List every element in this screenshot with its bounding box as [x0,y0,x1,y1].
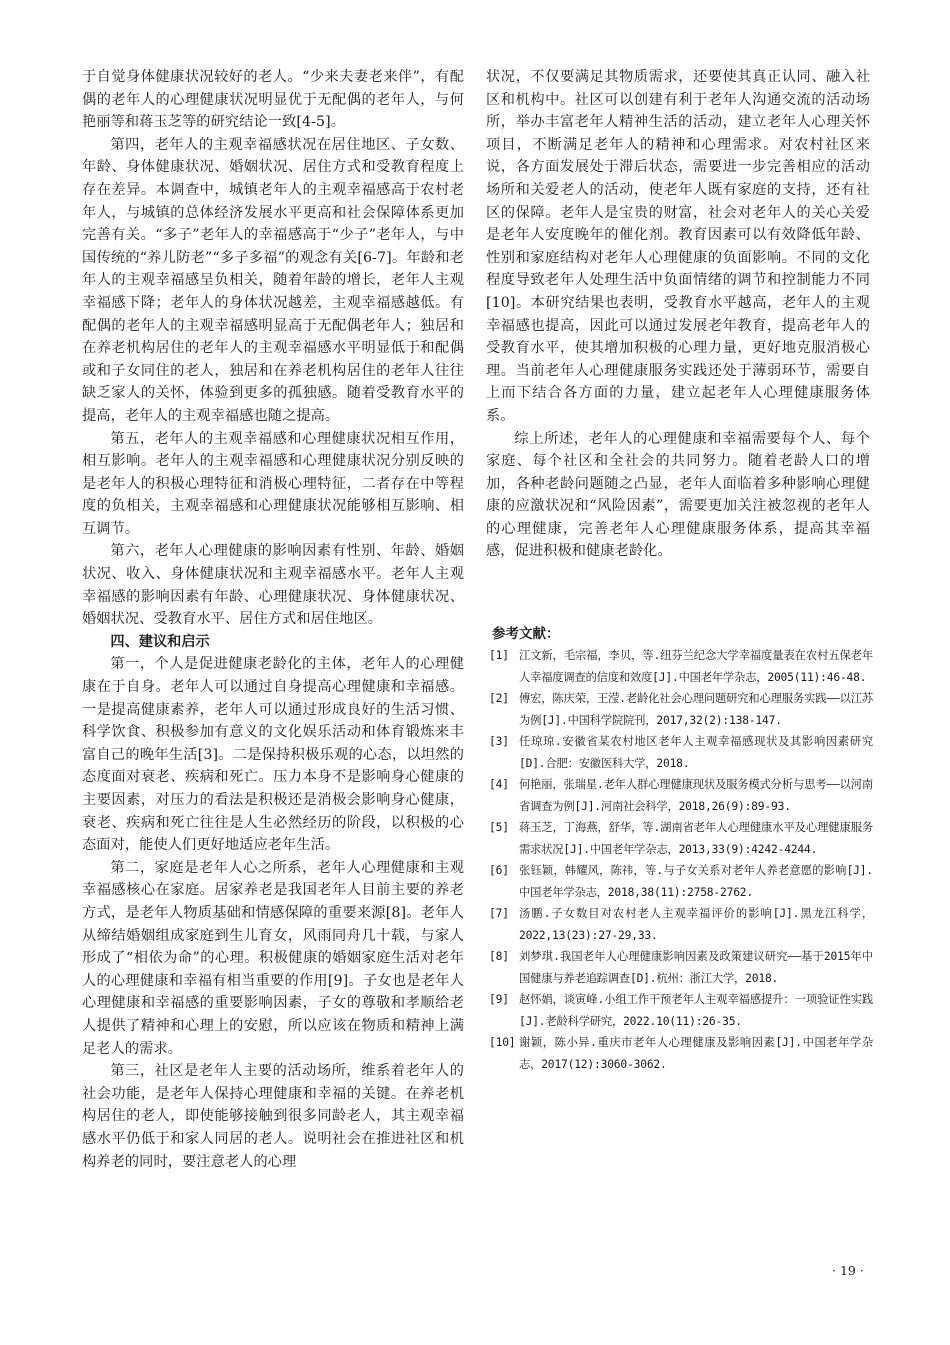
references-list [489,645,873,1075]
body-paragraph: 综上所述，老年人的心理健康和幸福需要每个人、每个家庭、每个社区和全社会的共同努力。随着老龄人口的增加，各种老龄问题随之凸显，老年人面临着多种影响心理健康的应激状况和“风险因素”，需要更加关注被忽视的老年人的心理健康，完善老年人心理健康服务体系，提高其幸福感，促进积极和健康老龄化。 [486,430,870,560]
reference-item [489,774,873,817]
reference-number: [5] [489,821,509,834]
references-heading: 参考文献： [492,626,560,642]
body-paragraph: 于自觉身体健康状况较好的老人。“少来夫妻老来伴”，有配偶的老年人的心理健康状况明显优于无配偶的老年人，与何艳丽等和蒋玉芝等的研究结论一致[4-5]。 [82,69,464,131]
reference-number: [1] [489,649,509,662]
reference-text: 赵怀娟，谈寅峰.小组工作干预老年人主观幸福感提升：一项验证性实践[J].老龄科学研究，2022.10(11):26-35. [519,993,873,1028]
reference-text: 张钰颖，韩耀风，陈祎，等.与子女关系对老年人养老意愿的影响[J].中国老年学杂志，2018,38(11):2758-2762. [519,864,873,899]
body-paragraph: 第一，个人是促进健康老龄化的主体，老年人的心理健康在于自身。老年人可以通过自身提高心理健康和幸福感。一是提高健康素养，老年人可以通过形成良好的生活习惯、科学饮食、积极参加有意义的文化娱乐活动和体育锻炼来丰富自己的晚年生活[3]。二是保持积极乐观的心态，以坦然的态度面对衰老、疾病和死亡。压力本身不是影响身心健康的主要因素，对压力的看法是积极还是消极会影响身心健康，衰老、疾病和死亡往往是人生必然经历的阶段，以积极的心态面对，能使人们更好地适应老年生活。 [82,656,464,854]
reference-text: 蒋玉芝，丁海燕，舒华，等.湖南省老年人心理健康水平及心理健康服务需求状况[J].中国老年学杂志，2013,33(9):4242-4244. [519,821,873,856]
reference-item [489,688,873,731]
reference-number: [10] [489,1036,516,1049]
reference-item [489,1032,873,1075]
reference-text: 傅宏，陈庆荣，王滢.老龄化社会心理问题研究和心理服务实践——以江苏为例[J].中国科学院院刊，2017,32(2):138-147. [519,692,873,727]
reference-item [489,817,873,860]
reference-item [489,731,873,774]
body-paragraph: 第六，老年人心理健康的影响因素有性别、年龄、婚姻状况、收入、身体健康状况和主观幸福感水平。老年人主观幸福感的影响因素有年龄、心理健康状况、身体健康状况、婚姻状况、受教育水平、居住方式和居住地区。 [82,543,464,628]
reference-item [489,989,873,1032]
reference-text: 刘梦琪.我国老年人心理健康影响因素及政策建议研究——基于2015年中国健康与养老追踪调查[D].杭州：浙江大学，2018. [519,950,873,985]
reference-number: [6] [489,864,509,877]
reference-number: [9] [489,993,509,1006]
reference-number: [2] [489,692,509,705]
body-paragraph: 第二，家庭是老年人心之所系，老年人心理健康和主观幸福感核心在家庭。居家养老是我国老年人目前主要的养老方式，是老年人物质基础和情感保障的重要来源[8]。老年人从缔结婚姻组成家庭到生儿育女，风雨同舟几十载，与家人形成了“相依为命”的心理。积极健康的婚姻家庭生活对老年人的心理健康和幸福有相当重要的作用[9]。子女也是老年人心理健康和幸福感的重要影响因素，子女的尊敬和孝顺给老人提供了精神和心理上的安慰，所以应该在物质和精神上满足老人的需求。 [82,859,464,1057]
left-text-column [82,66,464,1173]
reference-number: [8] [489,950,509,963]
reference-text: 谢颖，陈小异.重庆市老年人心理健康及影响因素[J].中国老年学杂志，2017(12):3060-3062. [519,1036,873,1071]
section-heading: 四、建议和启示 [110,633,210,650]
reference-text: 何艳丽，张瑞星.老年人群心理健康现状及服务模式分析与思考——以河南省调查为例[J].河南社会科学，2018,26(9):89-93. [519,778,873,813]
body-paragraph: 状况，不仅要满足其物质需求，还要使其真正认同、融入社区和机构中。社区可以创建有利于老年人沟通交流的活动场所，举办丰富老年人精神生活的活动，建立老年人心理关怀项目，不断满足老年人的精神和心理需求。对农村社区来说，各方面发展处于滞后状态，需要进一步完善相应的活动场所和关爱老人的活动，使老年人既有家庭的支持，还有社区的保障。老年人是宝贵的财富，社会对老年人的关心关爱是老年人安度晚年的催化剂。教育因素可以有效降低年龄、性别和家庭结构对老年人心理健康的负面影响。不同的文化程度导致老年人处理生活中负面情绪的调节和控制能力不同[10]。本研究结果也表明，受教育水平越高，老年人的主观幸福感也提高，因此可以通过发展老年教育，提高老年人的受教育水平，使其增加积极的心理力量，更好地克服消极心理。当前老年人心理健康服务实践还处于薄弱环节，需要自上而下结合各方面的力量，建立起老年人心理健康服务体系。 [486,69,870,424]
reference-item [489,860,873,903]
reference-text: 任琼琼.安徽省某农村地区老年人主观幸福感现状及其影响因素研究[D].合肥：安徽医科大学，2018. [519,735,873,770]
body-paragraph: 第三，社区是老年人主要的活动场所，维系着老年人的社会功能，是老年人保持心理健康和幸福的关键。在养老机构居住的老人，即使能够接触到很多同龄老人，其主观幸福感水平仍低于和家人同居的老人。说明社会在推进社区和机构养老的同时，要注意老人的心理 [82,1063,464,1170]
reference-text: 江文新，毛宗福，李贝，等.纽芬兰纪念大学幸福度量表在农村五保老年人幸福度调查的信度和效度[J].中国老年学杂志，2005(11):46-48. [519,649,873,684]
reference-number: [7] [489,907,509,920]
reference-item [489,946,873,989]
body-paragraph: 第五，老年人的主观幸福感和心理健康状况相互作用，相互影响。老年人的主观幸福感和心理健康状况分别反映的是老年人的积极心理特征和消极心理特征，二者存在中等程度的负相关，主观幸福感和心理健康状况能够相互影响、相互调节。 [82,430,464,537]
page-number: · 19 · [832,1263,864,1278]
reference-item [489,645,873,688]
reference-text: 汤鹏.子女数目对农村老人主观幸福评价的影响[J].黑龙江科学，2022,13(23):27-29,33. [519,907,873,942]
reference-number: [3] [489,735,509,748]
right-text-column [486,66,870,563]
reference-item [489,903,873,946]
reference-number: [4] [489,778,509,791]
body-paragraph: 第四，老年人的主观幸福感状况在居住地区、子女数、年龄、身体健康状况、婚姻状况、居住方式和受教育程度上存在差异。本调查中，城镇老年人的主观幸福感高于农村老年人，与城镇的总体经济发展水平更高和社会保障体系更加完善有关。“多子”老年人的幸福感高于“少子”老年人，与中国传统的“养儿防老”“多子多福”的观念有关[6-7]。年龄和老年人的主观幸福感呈负相关，随着年龄的增长，老年人主观幸福感下降；老年人的身体状况越差，主观幸福感越低。有配偶的老年人的主观幸福感明显高于无配偶老年人；独居和在养老机构居住的老年人的主观幸福感水平明显低于和配偶或和子女同住的老人，独居和在养老机构居住的老年人往往缺乏家人的关怀，体验到更多的孤独感。随着受教育水平的提高，老年人的主观幸福感也随之提高。 [82,136,464,424]
